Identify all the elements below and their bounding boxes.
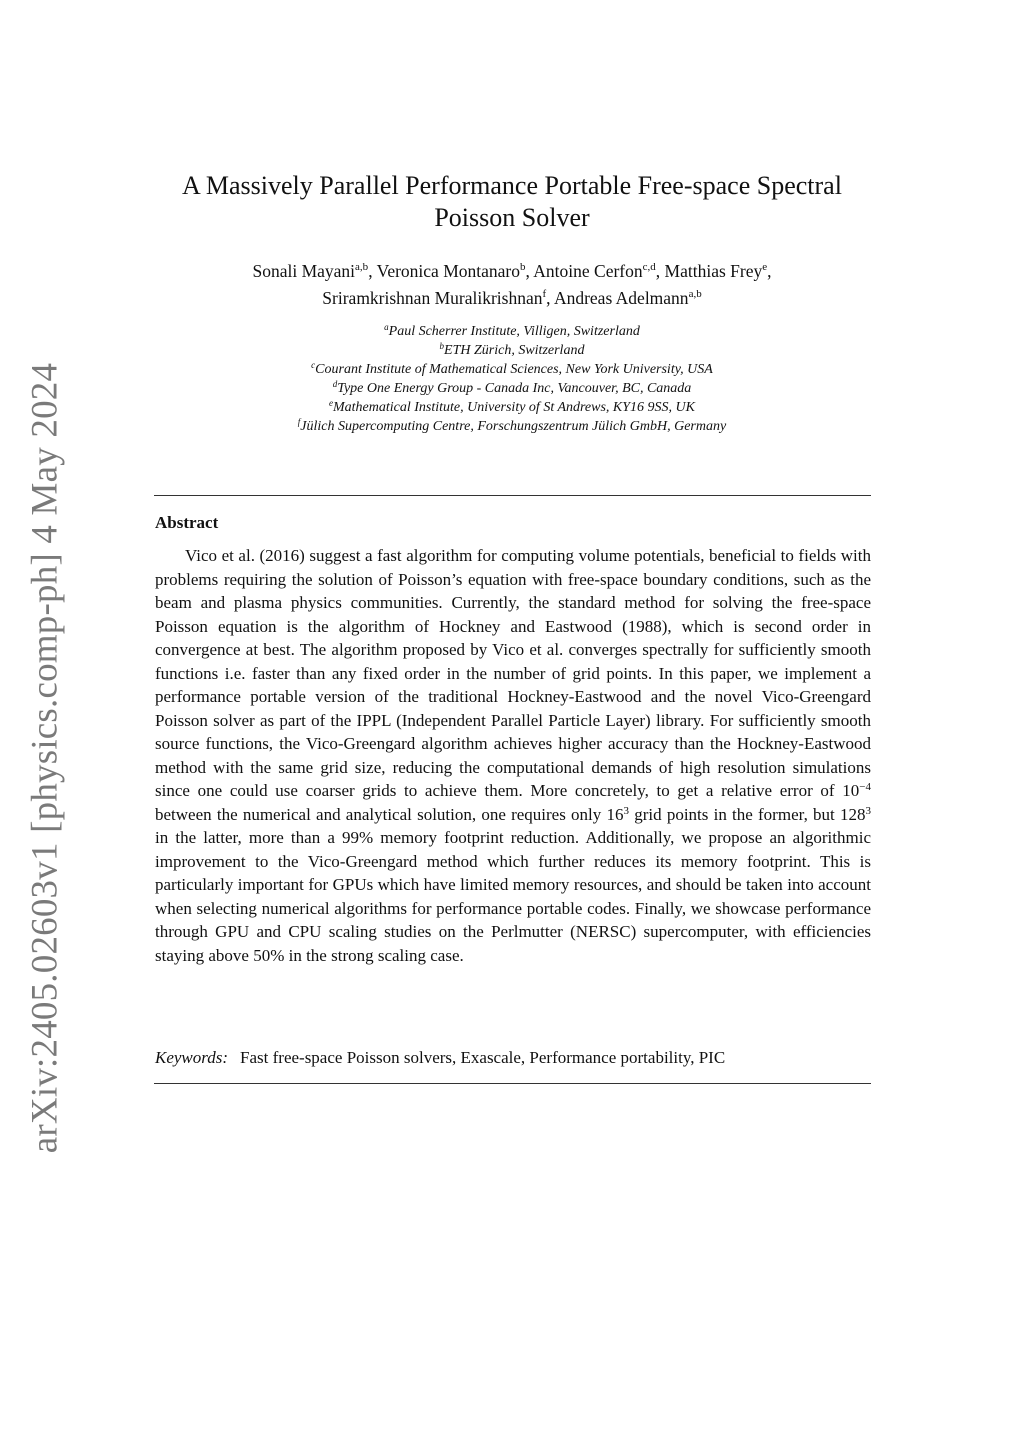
affiliation-item (150, 417, 874, 436)
affiliation-item (150, 360, 874, 379)
author-name: Veronica Montanaro (376, 261, 520, 281)
keywords-label: Keywords: (155, 1048, 229, 1067)
keywords-line (155, 1046, 871, 1069)
author-affiliation-mark: f (542, 288, 547, 300)
abstract-heading: Abstract (155, 513, 219, 532)
affiliation-key: b (439, 341, 445, 351)
abstract-superscript: 3 (865, 804, 871, 817)
affiliation-key: a (384, 322, 389, 332)
affiliation-item (150, 322, 874, 341)
abstract-body (155, 544, 871, 967)
abstract-text: grid points in the former, but 128 (629, 804, 866, 824)
affiliation-text: ETH Zürich, Switzerland (444, 343, 585, 358)
affiliation-key: e (328, 398, 333, 408)
arxiv-identifier: arXiv:2405.02603v1 [physics.comp-ph] 4 May 2024 (24, 362, 66, 1153)
paper-title-line: A Massively Parallel Performance Portable Free-space Spectral (182, 171, 842, 200)
author-list (150, 258, 874, 312)
bottom-divider (154, 1083, 871, 1084)
paper-title (150, 170, 874, 234)
keywords-text: Fast free-space Poisson solvers, Exascale, Performance portability, PIC (240, 1048, 726, 1067)
affiliation-text: Mathematical Institute, University of St Andrews, KY16 9SS, UK (332, 400, 696, 415)
author-separator: , (525, 261, 534, 281)
author-affiliation-mark: c,d (642, 261, 656, 273)
author-affiliation-mark: e (762, 261, 768, 273)
author-affiliation-mark: a,b (688, 288, 702, 300)
abstract-text: in the latter, more than a 99% memory footprint reduction. Additionally, we propose an algorithmic improvement to the Vico-Greengard method which further reduces its memory footprint. This is particularly important for GPUs which have limited memory resources, and should be taken into account when selecting numerical algorithms for performance portable codes. Finally, we showcase performance through GPU and CPU scaling studies on the Perlmutter (NERSC) supercomputer, with efficiencies staying above 50% in the strong scaling case. (155, 828, 871, 965)
author-affiliation-mark: b (519, 261, 526, 273)
affiliation-item (150, 398, 874, 417)
author-name: Sriramkrishnan Muralikrishnan (322, 288, 543, 308)
author-name: Matthias Frey (664, 261, 763, 281)
affiliation-text: Type One Energy Group - Canada Inc, Vancouver, BC, Canada (337, 381, 692, 396)
affiliation-text: Courant Institute of Mathematical Sciences, New York University, USA (315, 362, 713, 377)
affiliation-key: c (311, 360, 316, 370)
affiliation-key: f (297, 417, 301, 427)
affiliation-key: d (332, 379, 338, 389)
author-name: Andreas Adelmann (553, 288, 689, 308)
author-affiliation-mark: a,b (355, 261, 369, 273)
author-separator: , (368, 261, 377, 281)
affiliation-item (150, 341, 874, 360)
affiliation-text: Paul Scherrer Institute, Villigen, Switzerland (388, 324, 640, 339)
author-separator: , (655, 261, 665, 281)
paper-title-line: Poisson Solver (434, 203, 590, 232)
affiliation-text: Jülich Supercomputing Centre, Forschungszentrum Jülich GmbH, Germany (300, 419, 727, 434)
arxiv-sidebar (20, 362, 70, 1153)
affiliation-list (150, 322, 874, 436)
abstract-superscript: −4 (859, 781, 871, 793)
author-name: Antoine Cerfon (533, 261, 643, 281)
author-name: Sonali Mayani (252, 261, 356, 281)
abstract-superscript: 3 (623, 804, 629, 817)
abstract-text: Vico et al. (2016) suggest a fast algorithm for computing volume potentials, beneficial to fields with problems requiring the solution of Poisson’s equation with free-space boundary conditions, such as the beam and plasma physics communities. Currently, the standard method for solving the free-space Poisson equation is the algorithm of Hockney and Eastwood (1988), which is second order in convergence at best. The algorithm proposed by Vico et al. converges spectrally for sufficiently smooth functions i.e. faster than any fixed order in the number of grid points. In this paper, we implement a performance portable version of the traditional Hockney-Eastwood and the novel Vico-Greengard Poisson solver as part of the IPPL (Independent Parallel Particle Layer) library. For sufficiently smooth source functions, the Vico-Greengard algorithm achieves higher accuracy than the Hockney-Eastwood method with the same grid size, reducing the computational demands of high resolution simulations since one could use coarser grids to achieve them. More concretely, to get a relative error of 10 (155, 546, 871, 800)
abstract-text: between the numerical and analytical solution, one requires only 16 (155, 804, 624, 824)
top-divider (154, 495, 871, 496)
author-separator: , (767, 261, 772, 281)
affiliation-item (150, 379, 874, 398)
author-separator: , (546, 288, 554, 308)
